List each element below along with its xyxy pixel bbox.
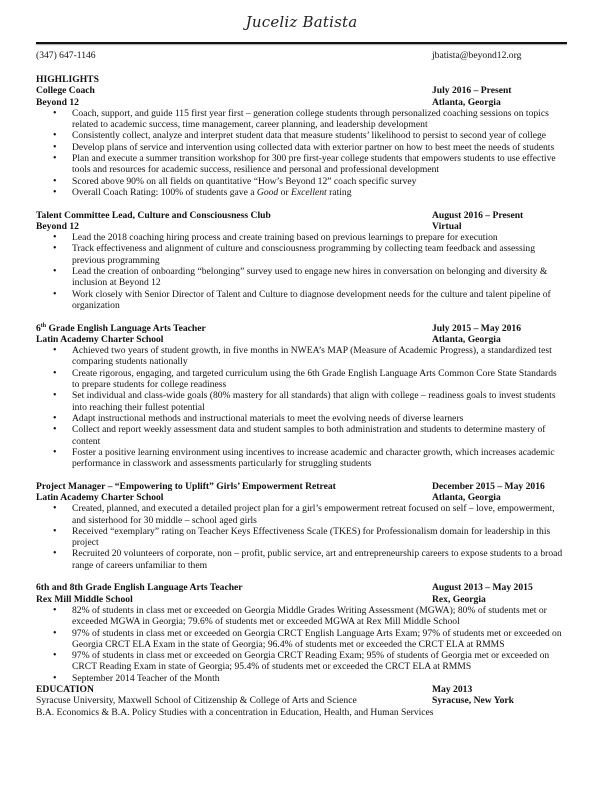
bullet-item: • Lead the creation of onboarding “belonging” survey used to engage new hires in conversation on belonging and diversity & inclusion at Beyond 12 [36,266,567,289]
bullet-item: • Set individual and class-wide goals (80% mastery for all standards) that align with college – readiness goals to invest students into reaching their fullest potential [36,390,567,413]
job-bullets [36,605,567,684]
job-location: Atlanta, Georgia [432,333,501,345]
job-title [36,323,206,334]
job-dates: August 2013 – May 2015 [432,582,533,594]
bullet-item: • Lead the 2018 coaching hiring process and create training based on previous learnings to prepare for execution [36,232,567,243]
header-divider [36,42,567,44]
job-location: Atlanta, Georgia [432,96,501,108]
resume-content [36,74,567,718]
education-date: May 2013 [432,684,473,696]
job-org-row [36,492,567,503]
job-org: Latin Academy Charter School [36,491,164,503]
job-bullets [36,108,567,198]
job-title-text: Grade English Language Arts Teacher [46,322,206,334]
education-degree: B.A. Economics & B.A. Policy Studies with a concentration in Education, Health, and Human Services [36,706,434,718]
rating-or: or [278,186,292,198]
bullet-item: • Foster a positive learning environment using incentives to increase academic and character growth, which increases academic performance in classwork and assessments particularly for struggling students [36,447,567,470]
phone-number: (347) 647-1146 [36,50,96,61]
job-bullets [36,503,567,571]
job-title-ordinal: th [40,322,47,329]
bullet-item: • Track effectiveness and alignment of culture and consciousness programming by collecting team feedback and assessing previous programming [36,243,567,266]
job-entry [36,210,567,312]
job-dates: December 2015 – May 2016 [432,480,545,492]
bullet-item: • 97% of students in class met or exceeded on Georgia CRCT English Language Arts Exam; 97% of students met or exceeded on Georgia CRCT ELA Exam in the state of Georgia; 96.4% of students met or exceeded the CRCT ELA at RMMS [36,628,567,651]
bullet-item: • Develop plans of service and intervention using collected data with exterior partner on how to best meet the needs of students [36,142,567,153]
job-org-row [36,221,567,232]
bullet-item: • Recruited 20 volunteers of corporate, non – profit, public service, art and entrepreneurship careers to expose students to a broad range of careers unfamiliar to them [36,548,567,571]
job-entry [36,582,567,684]
bullet-item: • Coach, support, and guide 115 first year first – generation college students through personalized coaching sessions on topics related to academic success, time management, career planning, and leadership development [36,108,567,131]
job-org: Beyond 12 [36,220,79,232]
education-school: Syracuse University, Maxwell School of Citizenship & College of Arts and Science [36,695,357,707]
job-title: College Coach [36,85,95,97]
job-title-row [36,582,567,593]
rating-excellent: Excellent [291,186,327,198]
job-org: Beyond 12 [36,96,79,108]
bullet-item-rating [36,187,567,198]
bullet-item: • Work closely with Senior Director of Talent and Culture to diagnose development needs for the culture and talent pipeline of organization [36,289,567,312]
bullet-item: • Consistently collect, analyze and interpret student data that measure students’ likelihood to persist to second year of college [36,130,567,141]
candidate-name: Juceliz Batista [245,13,358,31]
bullet-item: • Plan and execute a summer transition workshop for 300 pre first-year college students that empowers students to use effective tools and resources for academic success, resilience and personal and professional development [36,153,567,176]
job-title-row [36,323,567,334]
job-title-number: 6 [36,322,41,334]
section-title-education: EDUCATION [36,684,94,696]
job-title-row [36,210,567,221]
job-org-row [36,594,567,605]
job-location: Virtual [432,220,462,232]
job-org-row [36,334,567,345]
job-org: Latin Academy Charter School [36,333,164,345]
bullet-item: • 82% of students in class met or exceeded on Georgia Middle Grades Writing Assessment (MGWA); 80% of students met or exceeded MGWA in Georgia; 79.6% of students met or exceeded MGWA at Rex Mill Middle School [36,605,567,628]
education-header-row [36,684,567,695]
job-bullets [36,232,567,311]
job-entry [36,323,567,470]
bullet-item: • Adapt instructional methods and instructional materials to meet the evolving needs of diverse learners [36,413,567,424]
job-title: Talent Committee Lead, Culture and Consciousness Club [36,209,271,221]
job-bullets [36,345,567,469]
bullet-item: • Scored above 90% on all fields on quantitative “How’s Beyond 12” coach specific survey [36,176,567,187]
job-org-row [36,97,567,108]
job-title: Project Manager – “Empowering to Uplift” Girls’ Empowerment Retreat [36,480,336,492]
education-school-row [36,695,567,706]
job-dates: August 2016 – Present [432,209,524,221]
job-entry [36,85,567,198]
job-title-row [36,481,567,492]
bullet-item: • Create rigorous, engaging, and targeted curriculum using the 6th Grade English Language Arts Common Core State Standards to prepare students for college readiness [36,368,567,391]
job-org: Rex Mill Middle School [36,593,133,605]
job-location: Atlanta, Georgia [432,491,501,503]
rating-suffix: rating [326,186,352,198]
education-location: Syracuse, New York [432,695,514,707]
job-entry [36,481,567,571]
rating-prefix: Overall Coach Rating: 100% of students gave a [72,186,257,198]
bullet-item: • Achieved two years of student growth, in five months in NWEA’s MAP (Measure of Academic Progress), a standardized test comparing students nationally [36,345,567,368]
job-title-row [36,85,567,96]
job-dates: July 2015 – May 2016 [432,322,522,334]
email-address: jbatista@beyond12.org [432,50,522,61]
bullet-item: • Collect and report weekly assessment data and student samples to both administration and students to determine mastery of content [36,424,567,447]
bullet-item: • September 2014 Teacher of the Month [36,673,567,684]
bullet-item: • Received “exemplary” rating on Teacher Keys Effectiveness Scale (TKES) for Professionalism domain for leadership in this project [36,526,567,549]
section-title-highlights: HIGHLIGHTS [36,74,99,85]
job-location: Rex, Georgia [432,593,486,605]
bullet-item: • Created, planned, and executed a detailed project plan for a girl’s empowerment retreat focused on self – love, empowerment, and sisterhood for 30 middle – school aged girls [36,503,567,526]
job-dates: July 2016 – Present [432,85,512,97]
rating-good: Good [256,186,279,198]
bullet-item: • 97% of students in class met or exceeded on Georgia CRCT Reading Exam; 95% of students of Georgia met or exceeded on CRCT Reading Exam in state of Georgia; 95.4% of students met or exceeded the CRCT ELA at RMMS [36,650,567,673]
job-title: 6th and 8th Grade English Language Arts Teacher [36,582,243,594]
